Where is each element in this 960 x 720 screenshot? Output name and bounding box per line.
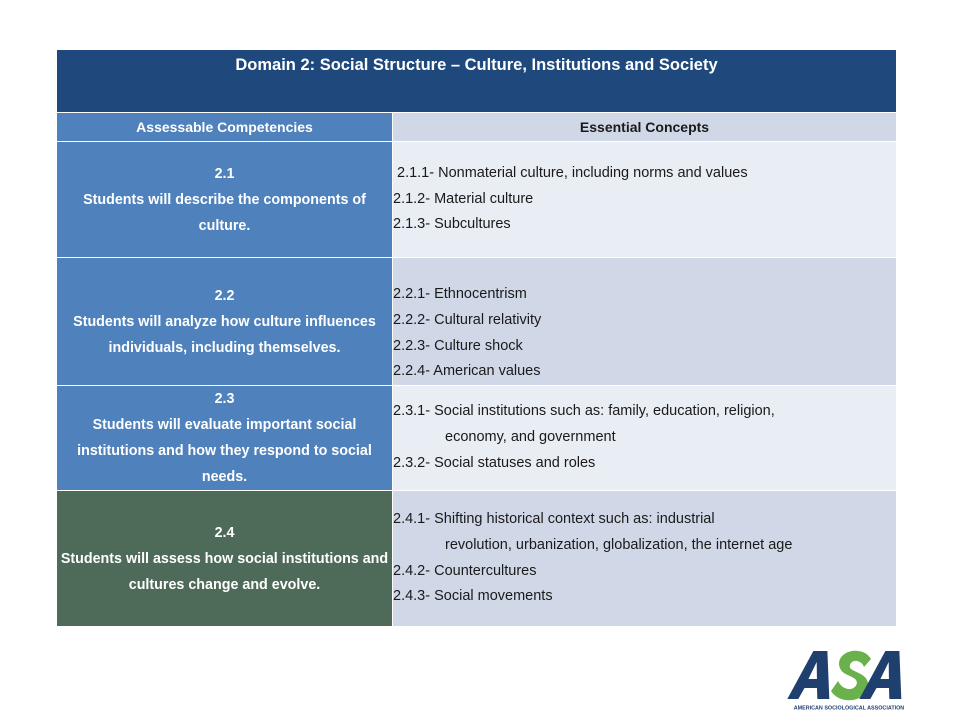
asa-logo [783,645,913,713]
table-row [57,142,897,258]
competency-number: 2.4 [214,524,235,541]
concept-continuation: economy, and government [445,429,616,446]
competency-cell [57,386,393,491]
concepts-cell [393,142,897,258]
concept-item: 2.4.2- Countercultures [393,562,537,579]
table-row [57,258,897,386]
concept-item: 2.4.1- Shifting historical context such as: industrial [393,511,715,528]
concepts-cell [393,491,897,627]
competency-cell [57,258,393,386]
concept-item: 2.1.2- Material culture [393,190,534,207]
concept-item: 2.2.2- Cultural relativity [393,311,542,328]
concept-item: 2.4.3- Social movements [393,588,553,605]
concept-item: 2.3.2- Social statuses and roles [393,454,596,471]
competency-text: Students will analyze how culture influences individuals, including themselves. [73,313,376,356]
competency-text: Students will describe the components of culture. [83,191,366,234]
concepts-cell [393,258,897,386]
asa-logo-tagline: AMERICAN SOCIOLOGICAL ASSOCIATION [793,705,905,712]
header-competencies: Assessable Competencies [57,113,393,142]
competency-text: Students will evaluate important social institutions and how they respond to social needs. [77,417,372,485]
header-concepts: Essential Concepts [393,113,897,142]
competency-cell [57,491,393,627]
table-row [57,491,897,627]
competency-number: 2.2 [214,287,235,304]
asa-logo-letters [787,651,906,700]
concept-item: 2.1.3- Subcultures [393,216,511,233]
table-row [57,386,897,491]
concept-item: 2.2.1- Ethnocentrism [393,286,527,303]
competency-cell [57,142,393,258]
competency-number: 2.1 [214,165,235,182]
table-title [57,50,897,113]
concept-item: 2.2.4- American values [393,363,541,380]
concept-item: 2.2.3- Culture shock [393,337,523,354]
concept-continuation: revolution, urbanization, globalization, the internet age [445,536,793,553]
concept-item: 2.1.1- Nonmaterial culture, including norms and values [397,164,748,181]
concept-item: 2.3.1- Social institutions such as: family, education, religion, [393,403,775,420]
table-title-text: Domain 2: Social Structure – Culture, Institutions and Society [235,56,718,74]
competencies-table [56,49,897,627]
competency-text: Students will assess how social institutions and cultures change and evolve. [60,550,389,593]
concepts-cell [393,386,897,491]
competency-number: 2.3 [214,391,235,407]
